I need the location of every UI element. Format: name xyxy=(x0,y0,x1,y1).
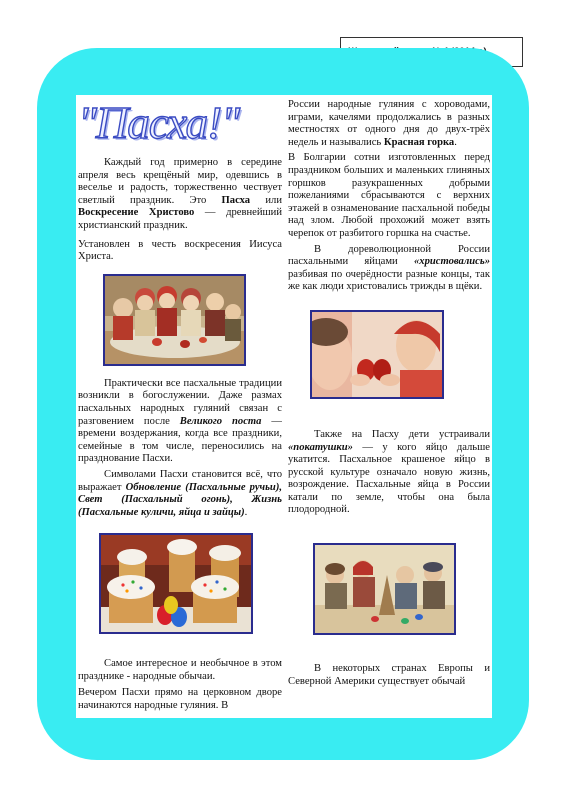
paragraph-intro: Каждый год примерно в середине апреля весь крещёный мир, одевшись в веселье и радость, торжественно чествует светлый праздник. Это Пасха или Воскресение Христово — древнейший христианский праздник. xyxy=(78,157,282,231)
image-children-rolling xyxy=(313,543,456,635)
paragraph-europe-america: В некоторых странах Европы и Северной Америки существует обычай xyxy=(288,663,490,687)
paragraph-rolling-eggs: Также на Пасху дети устраивали «покатушки» — у кого яйцо дальше укатится. Пасхальное крашеное яйцо в русской культуре означало новую жизнь, возрождение. Пасхальные яйца в России катали по земле, чтобы она была плодородной. xyxy=(288,428,490,516)
paragraph-evening: Вечером Пасхи прямо на церковном дворе начинаются народные гуляния. В xyxy=(78,687,282,712)
paragraph-traditions: Практически все пасхальные традиции возникли в богослужении. Даже размах пасхальных народных гуляний связан с разговением после Великого поста — времени воздержания, когда все праздники, семейные в том числе, переносились на празднование Пасхи. xyxy=(78,377,282,465)
paragraph-red-hill: России народные гуляния с хороводами, играми, качелями продолжались в разных местностях от одного дня до двух-трёх недель и назывались Красная горка. xyxy=(288,99,490,148)
image-easter-cakes xyxy=(99,533,253,634)
paragraph-customs: Самое интересное и необычное в этом празднике - народные обычаи. xyxy=(78,658,282,682)
paragraph-symbols: Символами Пасхи становится всё, что выражает Обновление (Пасхальные ручьи), Свет (Пасхальный огонь), Жизнь (Пасхальные куличи, яйца и зайцы). xyxy=(78,468,282,518)
content-area xyxy=(76,95,492,718)
image-children-table xyxy=(103,274,246,366)
image-egg-tapping xyxy=(310,310,444,399)
page-title: "Пасха!" xyxy=(78,98,240,148)
right-column xyxy=(288,95,490,718)
paragraph-christening-eggs: В дореволюционной России пасхальными яйцами «христовались» разбивая по очерёдности разные концы, так же как люди христовались трижды в щёки. xyxy=(288,243,490,293)
paragraph-bulgaria: В Болгарии сотни изготовленных перед праздником больших и маленьких глиняных горшков разукрашенных добрыми пожеланиями сбрасываются с верхних этажей в ознаменование пасхальной победы над злом. Любой прохожий может взять черепок от разбитого горшка на счастье. xyxy=(288,152,490,239)
left-column xyxy=(78,95,282,718)
paragraph-established: Установлен в честь воскресения Иисуса Христа. xyxy=(78,238,282,263)
